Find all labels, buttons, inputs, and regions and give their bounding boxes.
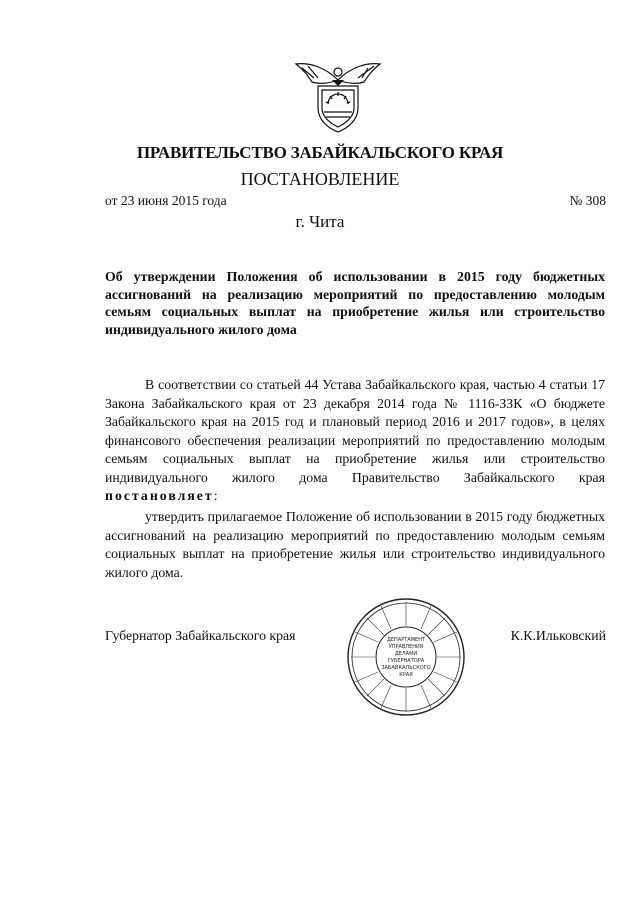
document-type: ПОСТАНОВЛЕНИЕ (240, 169, 400, 189)
organization-name: ПРАВИТЕЛЬСТВО ЗАБАЙКАЛЬСКОГО КРАЯ (136, 143, 504, 162)
stamp-line-6: КРАЯ (399, 672, 413, 678)
paragraph-1-text: В соответствии со статьей 44 Устава Забайкальского края, частью 4 статьи 17 Закона Забайкальского края от 23 декабря 2014 года № 1116-ЗЗК «О бюджете Забайкальского края на 2015 год и плановый период 2016 и 2017 годов», в целях финансового обеспечения реализации мероприятий по предоставлению молодым семьям социальных выплат на приобретение жилья или строительство индивидуального жилого дома Правительство Забайкальского края (105, 377, 605, 485)
paragraph-1-end: : (213, 488, 218, 503)
document-city: г. Чита (295, 212, 345, 231)
official-stamp (345, 596, 467, 718)
signer-title: Губернатор Забайкальского края (105, 628, 296, 643)
resolution-keyword: постановляет (105, 488, 214, 503)
stamp-line-4: ГУБЕРНАТОРА (387, 658, 425, 664)
coat-of-arms-icon (288, 50, 388, 136)
document-date: от 23 июня 2015 года (105, 193, 227, 208)
stamp-line-2: УПРАВЛЕНИЯ (388, 644, 424, 650)
body-paragraph-2: утвердить прилагаемое Положение об использовании в 2015 году бюджетных ассигнований на реализацию мероприятий по предоставлению молодым семьям социальных выплат на приобретение жилья или строительство индивидуального жилого дома. (105, 509, 605, 580)
document-number: № 308 (569, 193, 606, 208)
stamp-line-5: ЗАБАЙКАЛЬСКОГО (381, 665, 431, 671)
body-paragraph-1 (105, 376, 605, 506)
signer-name: К.К.Ильковский (510, 628, 606, 643)
stamp-line-1: ДЕПАРТАМЕНТ (386, 637, 426, 643)
document-subject: Об утверждении Положения об использовании в 2015 году бюджетных ассигнований на реализацию мероприятий по предоставлению молодым семьям социальных выплат на приобретение жилья или строительство индивидуального жилого дома (105, 269, 605, 337)
stamp-line-3: ДЕЛАМИ (394, 651, 418, 657)
